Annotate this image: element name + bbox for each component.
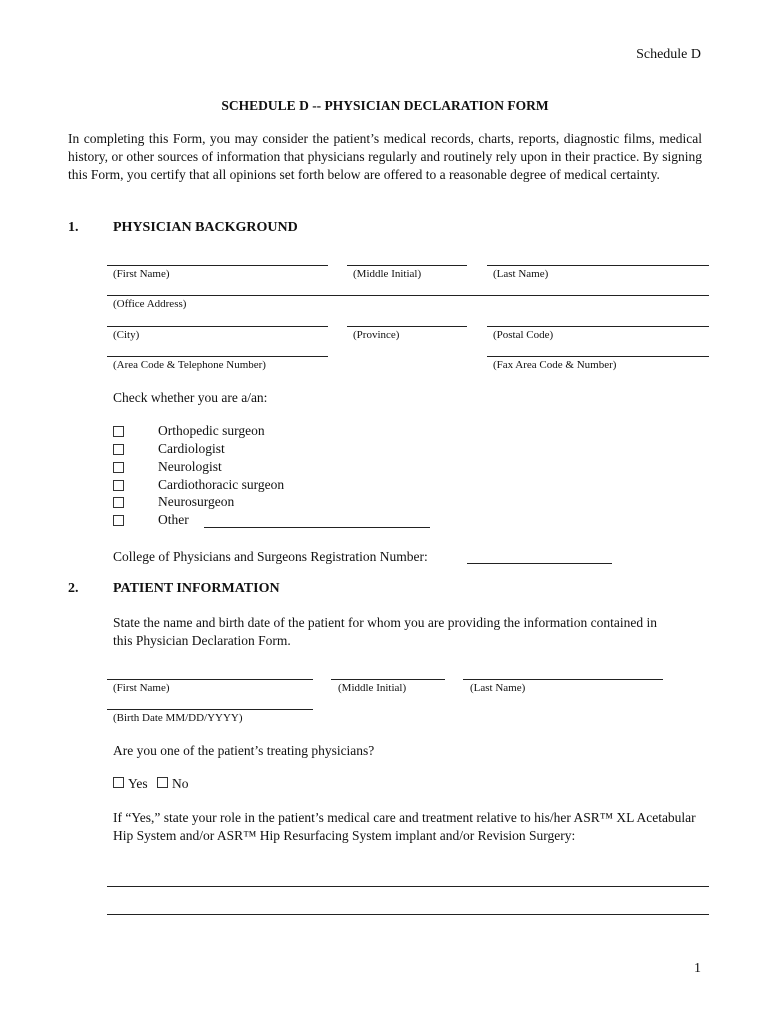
page-number: 1 xyxy=(694,961,701,976)
specialty-option-label: Neurosurgeon xyxy=(158,494,235,509)
fax-label: (Fax Area Code & Number) xyxy=(493,359,617,371)
treating-physician-question: Are you one of the patient’s treating physicians? xyxy=(113,743,375,758)
checkbox-icon[interactable] xyxy=(113,444,124,455)
section-1-number: 1. xyxy=(68,220,79,235)
birth-date-label: (Birth Date MM/DD/YYYY) xyxy=(113,712,243,724)
physician-last-name-label: (Last Name) xyxy=(493,268,549,280)
checkbox-icon[interactable] xyxy=(113,480,124,491)
registration-number-line[interactable] xyxy=(467,563,612,564)
role-prompt: If “Yes,” state your role in the patient’s medical care and treatment relative to his/her ASR™ XL Acetabular Hip System and/or ASR™ Hip Resurfacing System implant and/or Revision Surgery: xyxy=(113,810,696,843)
specialty-option-other[interactable] xyxy=(113,512,453,530)
patient-last-name-line[interactable] xyxy=(463,679,663,680)
no-label: No xyxy=(172,776,189,791)
other-specialty-line[interactable] xyxy=(204,527,430,528)
office-address-line[interactable] xyxy=(107,295,709,296)
patient-first-name-label: (First Name) xyxy=(113,682,170,694)
physician-middle-initial-line[interactable] xyxy=(347,265,467,266)
specialty-option-label: Cardiothoracic surgeon xyxy=(158,477,285,492)
checkbox-icon[interactable] xyxy=(113,777,124,788)
office-address-label: (Office Address) xyxy=(113,298,187,310)
checkbox-icon[interactable] xyxy=(113,462,124,473)
yes-option[interactable] xyxy=(113,776,148,791)
patient-middle-initial-line[interactable] xyxy=(331,679,445,680)
role-answer-line-1[interactable] xyxy=(107,886,709,887)
province-label: (Province) xyxy=(353,329,400,341)
checkbox-icon[interactable] xyxy=(113,515,124,526)
physician-first-name-line[interactable] xyxy=(107,265,328,266)
patient-last-name-label: (Last Name) xyxy=(470,682,526,694)
birth-date-line[interactable] xyxy=(107,709,313,710)
yes-no-options xyxy=(113,775,189,793)
section-2-number: 2. xyxy=(68,581,79,596)
registration-number-label: College of Physicians and Surgeons Registration Number: xyxy=(113,549,428,564)
intro-paragraph: In completing this Form, you may consider the patient’s medical records, charts, reports, diagnostic films, medical history, or other sources of information that physicians regularly and routinely rely upon in their practice. By signing this Form, you certify that all opinions set forth below are offered to a reasonable degree of medical certainty. xyxy=(68,131,702,182)
physician-middle-initial-label: (Middle Initial) xyxy=(353,268,422,280)
specialty-option-label: Other xyxy=(158,512,189,527)
physician-first-name-label: (First Name) xyxy=(113,268,170,280)
section-1-title: PHYSICIAN BACKGROUND xyxy=(113,220,298,235)
province-line[interactable] xyxy=(347,326,467,327)
checkbox-icon[interactable] xyxy=(113,497,124,508)
role-answer-line-2[interactable] xyxy=(107,914,709,915)
specialty-option-label: Neurologist xyxy=(158,459,222,474)
patient-instruction: State the name and birth date of the patient for whom you are providing the information contained in this Physician Declaration Form. xyxy=(113,615,657,648)
checkbox-icon[interactable] xyxy=(113,426,124,437)
section-2-title: PATIENT INFORMATION xyxy=(113,581,280,596)
city-label: (City) xyxy=(113,329,140,341)
form-title: SCHEDULE D -- PHYSICIAN DECLARATION FORM xyxy=(221,98,549,113)
checkbox-icon[interactable] xyxy=(157,777,168,788)
specialty-check-prompt: Check whether you are a/an: xyxy=(113,390,268,405)
telephone-label: (Area Code & Telephone Number) xyxy=(113,359,266,371)
physician-last-name-line[interactable] xyxy=(487,265,709,266)
patient-middle-initial-label: (Middle Initial) xyxy=(338,682,407,694)
postal-code-line[interactable] xyxy=(487,326,709,327)
schedule-header-label: Schedule D xyxy=(636,47,701,62)
postal-code-label: (Postal Code) xyxy=(493,329,554,341)
yes-label: Yes xyxy=(128,776,148,791)
city-line[interactable] xyxy=(107,326,328,327)
specialty-option-label: Cardiologist xyxy=(158,441,225,456)
telephone-line[interactable] xyxy=(107,356,328,357)
patient-first-name-line[interactable] xyxy=(107,679,313,680)
specialty-option-label: Orthopedic surgeon xyxy=(158,423,265,438)
fax-line[interactable] xyxy=(487,356,709,357)
no-option[interactable] xyxy=(157,776,189,791)
